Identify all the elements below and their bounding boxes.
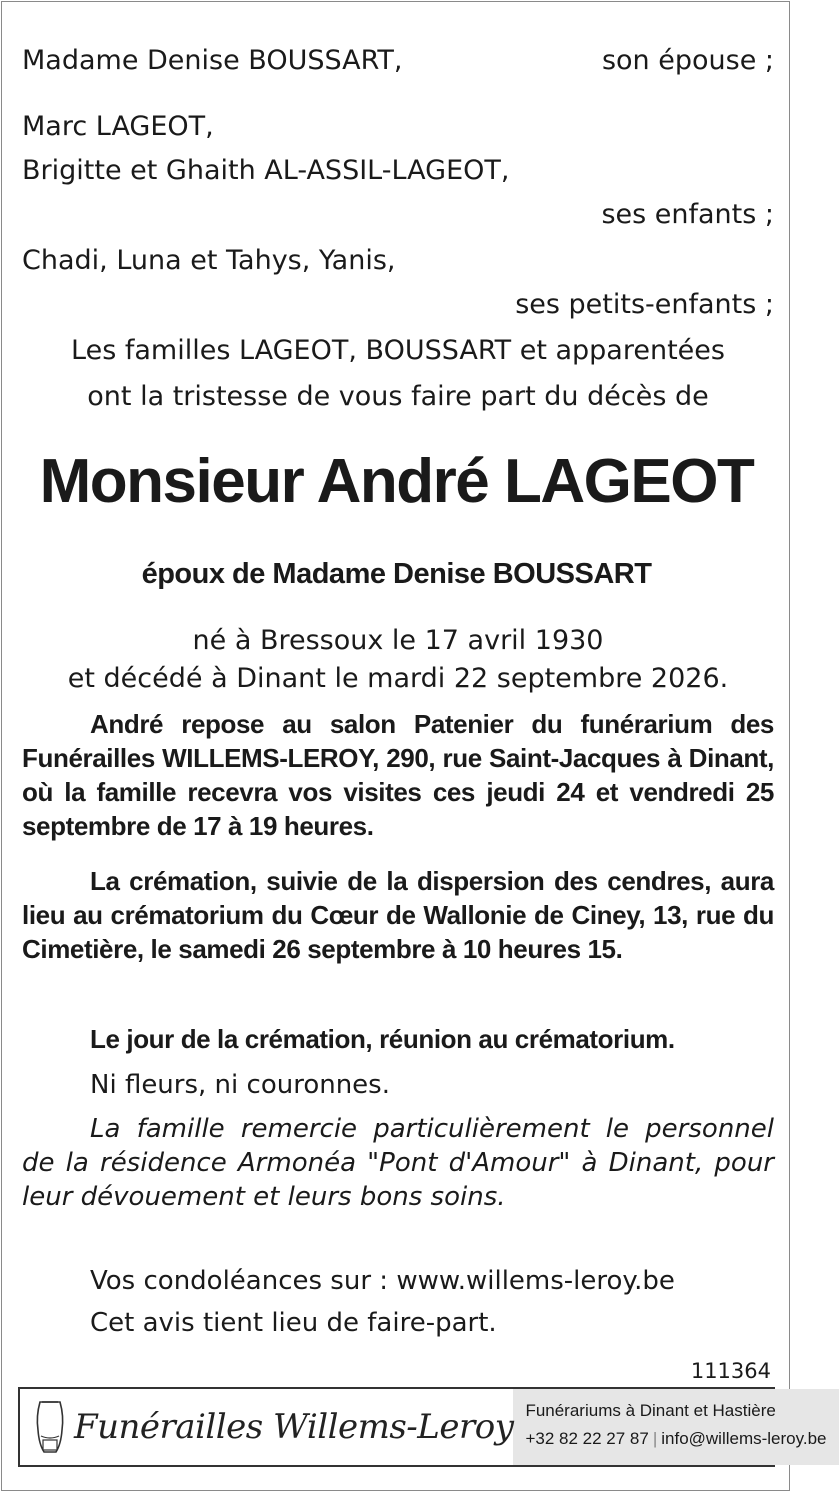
families-line-1: Les familles LAGEOT, BOUSSART et apparentées bbox=[71, 335, 725, 366]
urn-icon bbox=[32, 1396, 68, 1458]
condolences-line: Vos condoléances sur : www.willems-leroy.be bbox=[90, 1266, 675, 1296]
child-1: Marc LAGEOT, bbox=[22, 111, 214, 142]
thanks-paragraph: La famille remercie particulièrement le personnel de la résidence Armonéa "Pont d'Amour" à Dinant, pour leur dévouement et leurs bons soins. bbox=[22, 1114, 774, 1212]
spouse-role: son épouse ; bbox=[601, 45, 774, 76]
funeral-home-locations: Funérariums à Dinant et Hastière bbox=[525, 1401, 776, 1420]
funeral-home-contact-line bbox=[525, 1425, 826, 1453]
families-line-2: ont la tristesse de vous faire part du décès de bbox=[87, 381, 709, 412]
funeral-home-logo-text: Funérailles Willems-Leroy bbox=[74, 1407, 514, 1447]
deceased-name: Monsieur André LAGEOT bbox=[39, 447, 754, 516]
contact-separator: | bbox=[652, 1429, 658, 1448]
funeral-home-email: info@willems-leroy.be bbox=[661, 1429, 827, 1448]
meeting-paragraph: Le jour de la crémation, réunion au crématorium. bbox=[90, 1024, 675, 1054]
grandchildren: Chadi, Luna et Tahys, Yanis, bbox=[22, 245, 396, 276]
reference-number: 111364 bbox=[690, 1359, 771, 1383]
deceased-spouse-of: époux de Madame Denise BOUSSART bbox=[141, 558, 652, 590]
spouse-line bbox=[22, 44, 774, 78]
funeral-home-contact bbox=[513, 1389, 838, 1465]
flowers-paragraph: Ni fleurs, ni couronnes. bbox=[90, 1070, 390, 1100]
birth-line: né à Bressoux le 17 avril 1930 bbox=[192, 625, 604, 656]
cremation-paragraph: La crémation, suivie de la dispersion des cendres, aura lieu au crématorium du Cœur de Wallonie de Ciney, 13, rue du Cimetière, le samedi 26 septembre à 10 heures 15. bbox=[22, 866, 774, 964]
death-line: et décédé à Dinant le mardi 22 septembre 2026. bbox=[67, 663, 729, 694]
obituary-notice bbox=[1, 1, 827, 1491]
funeral-home-phone: +32 82 22 27 87 bbox=[525, 1429, 649, 1448]
notice-line: Cet avis tient lieu de faire-part. bbox=[90, 1308, 497, 1338]
spouse-name: Madame Denise BOUSSART, bbox=[22, 45, 403, 76]
child-2: Brigitte et Ghaith AL-ASSIL-LAGEOT, bbox=[22, 155, 510, 186]
funeral-home-logo bbox=[20, 1389, 513, 1465]
visitation-paragraph: André repose au salon Patenier du funérarium des Funérailles WILLEMS-LEROY, 290, rue Saint-Jacques à Dinant, où la famille recevra vos visites ces jeudi 24 et vendredi 25 septembre de 17 à 19 heures. bbox=[22, 709, 774, 841]
grandchildren-role: ses petits-enfants ; bbox=[515, 289, 774, 320]
funeral-home-banner bbox=[18, 1387, 827, 1467]
children-role: ses enfants ; bbox=[601, 199, 774, 230]
